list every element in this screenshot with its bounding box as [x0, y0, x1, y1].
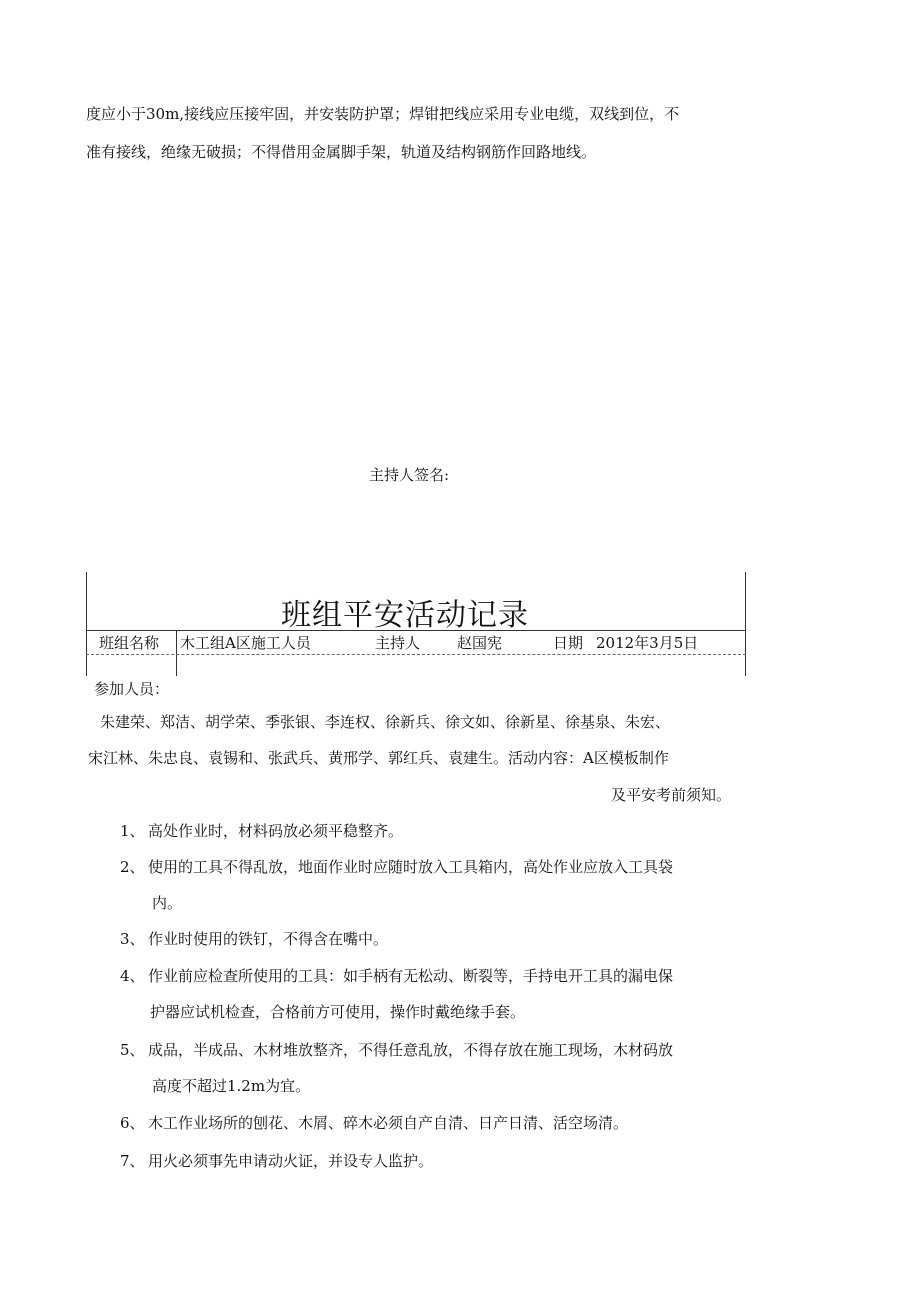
host-label: 主持人 [375, 634, 421, 652]
host-signature-label: 主持人签名: [369, 466, 450, 484]
rule-text: 使用的工具不得乱放，地面作业时应随时放入工具箱内，高处作业应放入工具袋 [148, 858, 674, 876]
rule-text: 作业时使用的铁钉，不得含在嘴中。 [148, 930, 389, 948]
date-label: 日期 [553, 634, 584, 652]
paragraph-line-2: 准有接线，绝缘无破损；不得借用金属脚手架，轨道及结构钢筋作回路地线。 [86, 143, 597, 161]
rule-number: 1、 [120, 822, 145, 840]
rule-number: 4、 [120, 967, 145, 985]
rule-number: 5、 [120, 1041, 145, 1059]
paragraph-line-1: 度应小于30m,接线应压接牢固，并安装防护罩；焊钳把线应采用专业电缆，双线到位，不 [86, 105, 680, 123]
team-name-label: 班组名称 [99, 634, 160, 652]
rule-number: 7、 [120, 1152, 145, 1170]
rule-text: 内。 [152, 894, 183, 912]
participants-line-2: 宋江林、朱忠良、袁锡和、张武兵、黄邢学、郭红兵、袁建生。活动内容：A区模板制作 [88, 749, 669, 767]
team-name-value: 木工组A区施工人员 [180, 634, 311, 652]
host-value: 赵国宪 [457, 634, 503, 652]
rule-text: 作业前应检查所使用的工具：如手柄有无松动、断裂等，手持电开工具的漏电保 [148, 967, 674, 985]
rule-number: 2、 [120, 858, 145, 876]
table-left-border [86, 572, 87, 676]
rule-text: 成品，半成品、木材堆放整齐，不得任意乱放，不得存放在施工现场，木材码放 [148, 1041, 674, 1059]
rule-text: 木工作业场所的刨花、木屑、碎木必须自产自清、日产日清、活空场清。 [148, 1114, 629, 1132]
rule-number: 3、 [120, 930, 145, 948]
participants-line-1: 朱建荣、郑洁、胡学荣、季张银、李连权、徐新兵、徐文如、徐新星、徐基泉、朱宏、 [100, 713, 671, 731]
participants-label: 参加人员： [94, 680, 170, 698]
rule-text: 护器应试机检查，合格前方可使用，操作时戴绝缘手套。 [150, 1003, 526, 1021]
record-title: 班组平安活动记录 [281, 598, 529, 633]
rule-text: 高度不超过1.2m为宜。 [152, 1077, 311, 1095]
table-right-border [745, 572, 746, 676]
rule-number: 6、 [120, 1114, 145, 1132]
participants-line-3: 及平安考前须知。 [611, 786, 732, 804]
date-value: 2012年3月5日 [596, 634, 699, 652]
table-row-rule [86, 654, 746, 655]
rule-text: 用火必须事先申请动火证，并设专人监护。 [148, 1152, 434, 1170]
table-column-divider [176, 630, 177, 676]
rule-text: 高处作业时，材料码放必须平稳整齐。 [148, 822, 404, 840]
